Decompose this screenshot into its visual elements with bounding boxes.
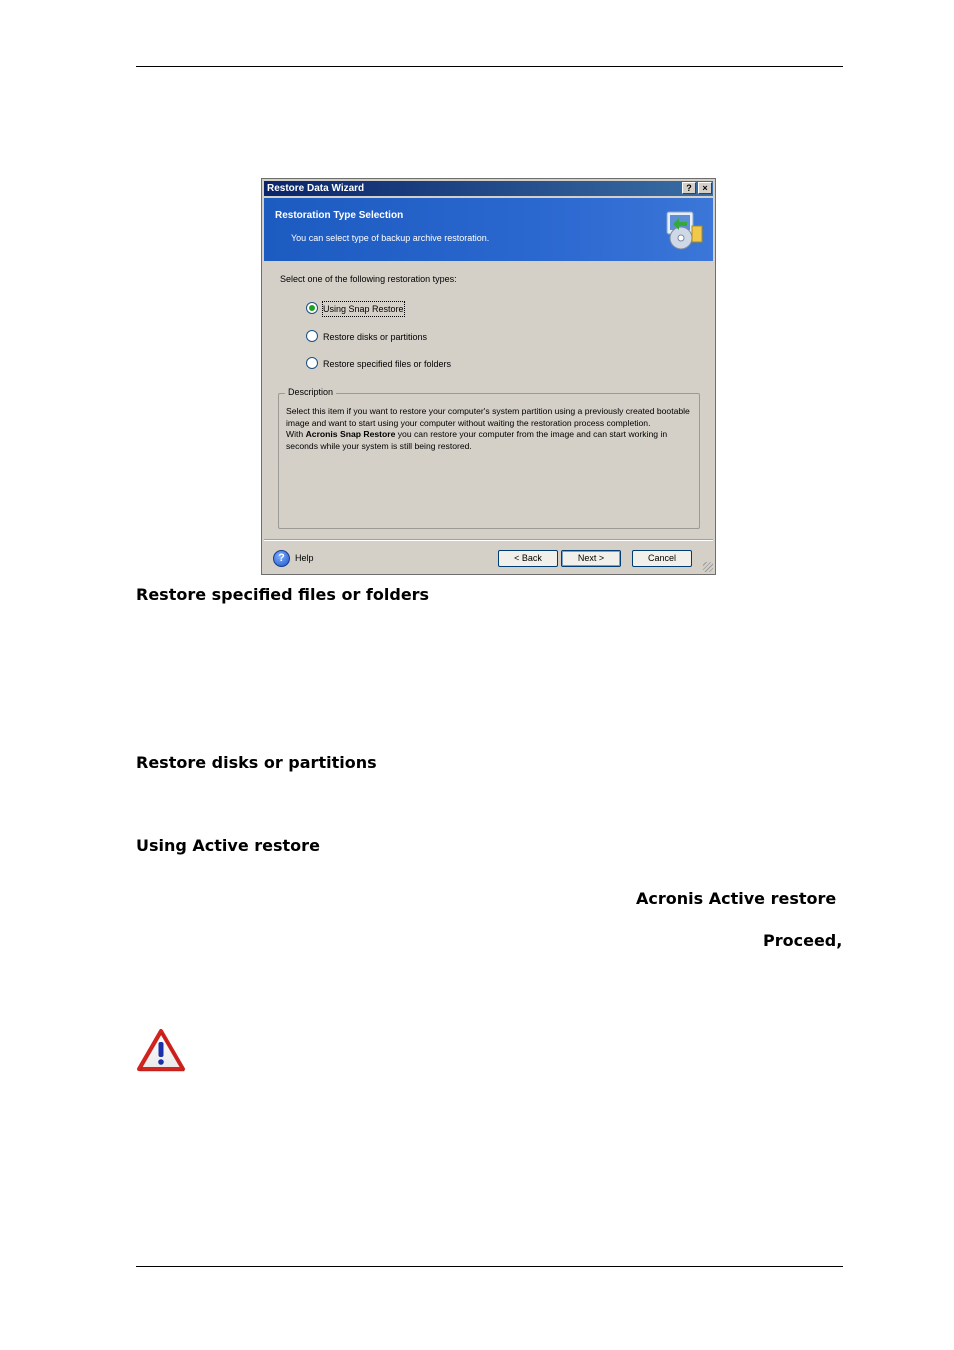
- close-icon[interactable]: ×: [698, 182, 712, 194]
- footer-rule: [136, 1266, 843, 1267]
- radio-label: Restore specified files or folders: [323, 359, 452, 369]
- description-text: [286, 406, 691, 453]
- acronis-active-restore-text: Acronis Active restore: [636, 889, 837, 908]
- warning-icon: [136, 1028, 186, 1073]
- description-legend: Description: [285, 387, 336, 397]
- proceed-text: Proceed,: [763, 931, 843, 950]
- dialog-titlebar: [264, 181, 713, 196]
- heading-active-restore: Using Active restore: [136, 836, 320, 855]
- radio-unselected-icon[interactable]: [306, 330, 318, 342]
- radio-unselected-icon[interactable]: [306, 357, 318, 369]
- description-paragraph-snap: With Acronis Snap Restore you can restore your computer from the image and can start working in seconds while your system is still being restored.: [286, 429, 668, 452]
- cancel-button[interactable]: Cancel: [632, 550, 692, 567]
- restore-computer-icon: [661, 208, 705, 252]
- help-question-icon[interactable]: ?: [682, 182, 696, 194]
- description-paragraph: Select this item if you want to restore your computer's system partition using a previously created bootable image and want to start using your computer without waiting the restoration process completion.: [286, 406, 690, 428]
- banner-subtitle: You can select type of backup archive restoration.: [291, 233, 490, 243]
- wizard-banner: [264, 198, 713, 261]
- radio-label: Restore disks or partitions: [323, 332, 428, 342]
- dialog-title: Restore Data Wizard: [267, 183, 365, 194]
- snap-restore-bold: Acronis Snap Restore: [305, 429, 396, 440]
- banner-title: Restoration Type Selection: [275, 210, 404, 221]
- help-link[interactable]: Help: [295, 553, 314, 563]
- header-rule: [136, 66, 843, 67]
- restore-data-wizard-dialog: [261, 178, 716, 575]
- back-button[interactable]: < Back: [498, 550, 558, 567]
- resize-grip[interactable]: [703, 562, 713, 572]
- radio-label: Using Snap Restore: [323, 304, 404, 314]
- footer-divider-highlight: [264, 540, 713, 541]
- restoration-type-prompt: Select one of the following restoration types:: [280, 274, 457, 284]
- heading-restore-files: Restore specified files or folders: [136, 585, 430, 604]
- radio-selected-icon[interactable]: [306, 302, 318, 314]
- help-icon[interactable]: ?: [273, 550, 290, 567]
- next-button[interactable]: Next >: [561, 550, 621, 567]
- heading-restore-disks: Restore disks or partitions: [136, 753, 377, 772]
- description-group: [278, 387, 700, 529]
